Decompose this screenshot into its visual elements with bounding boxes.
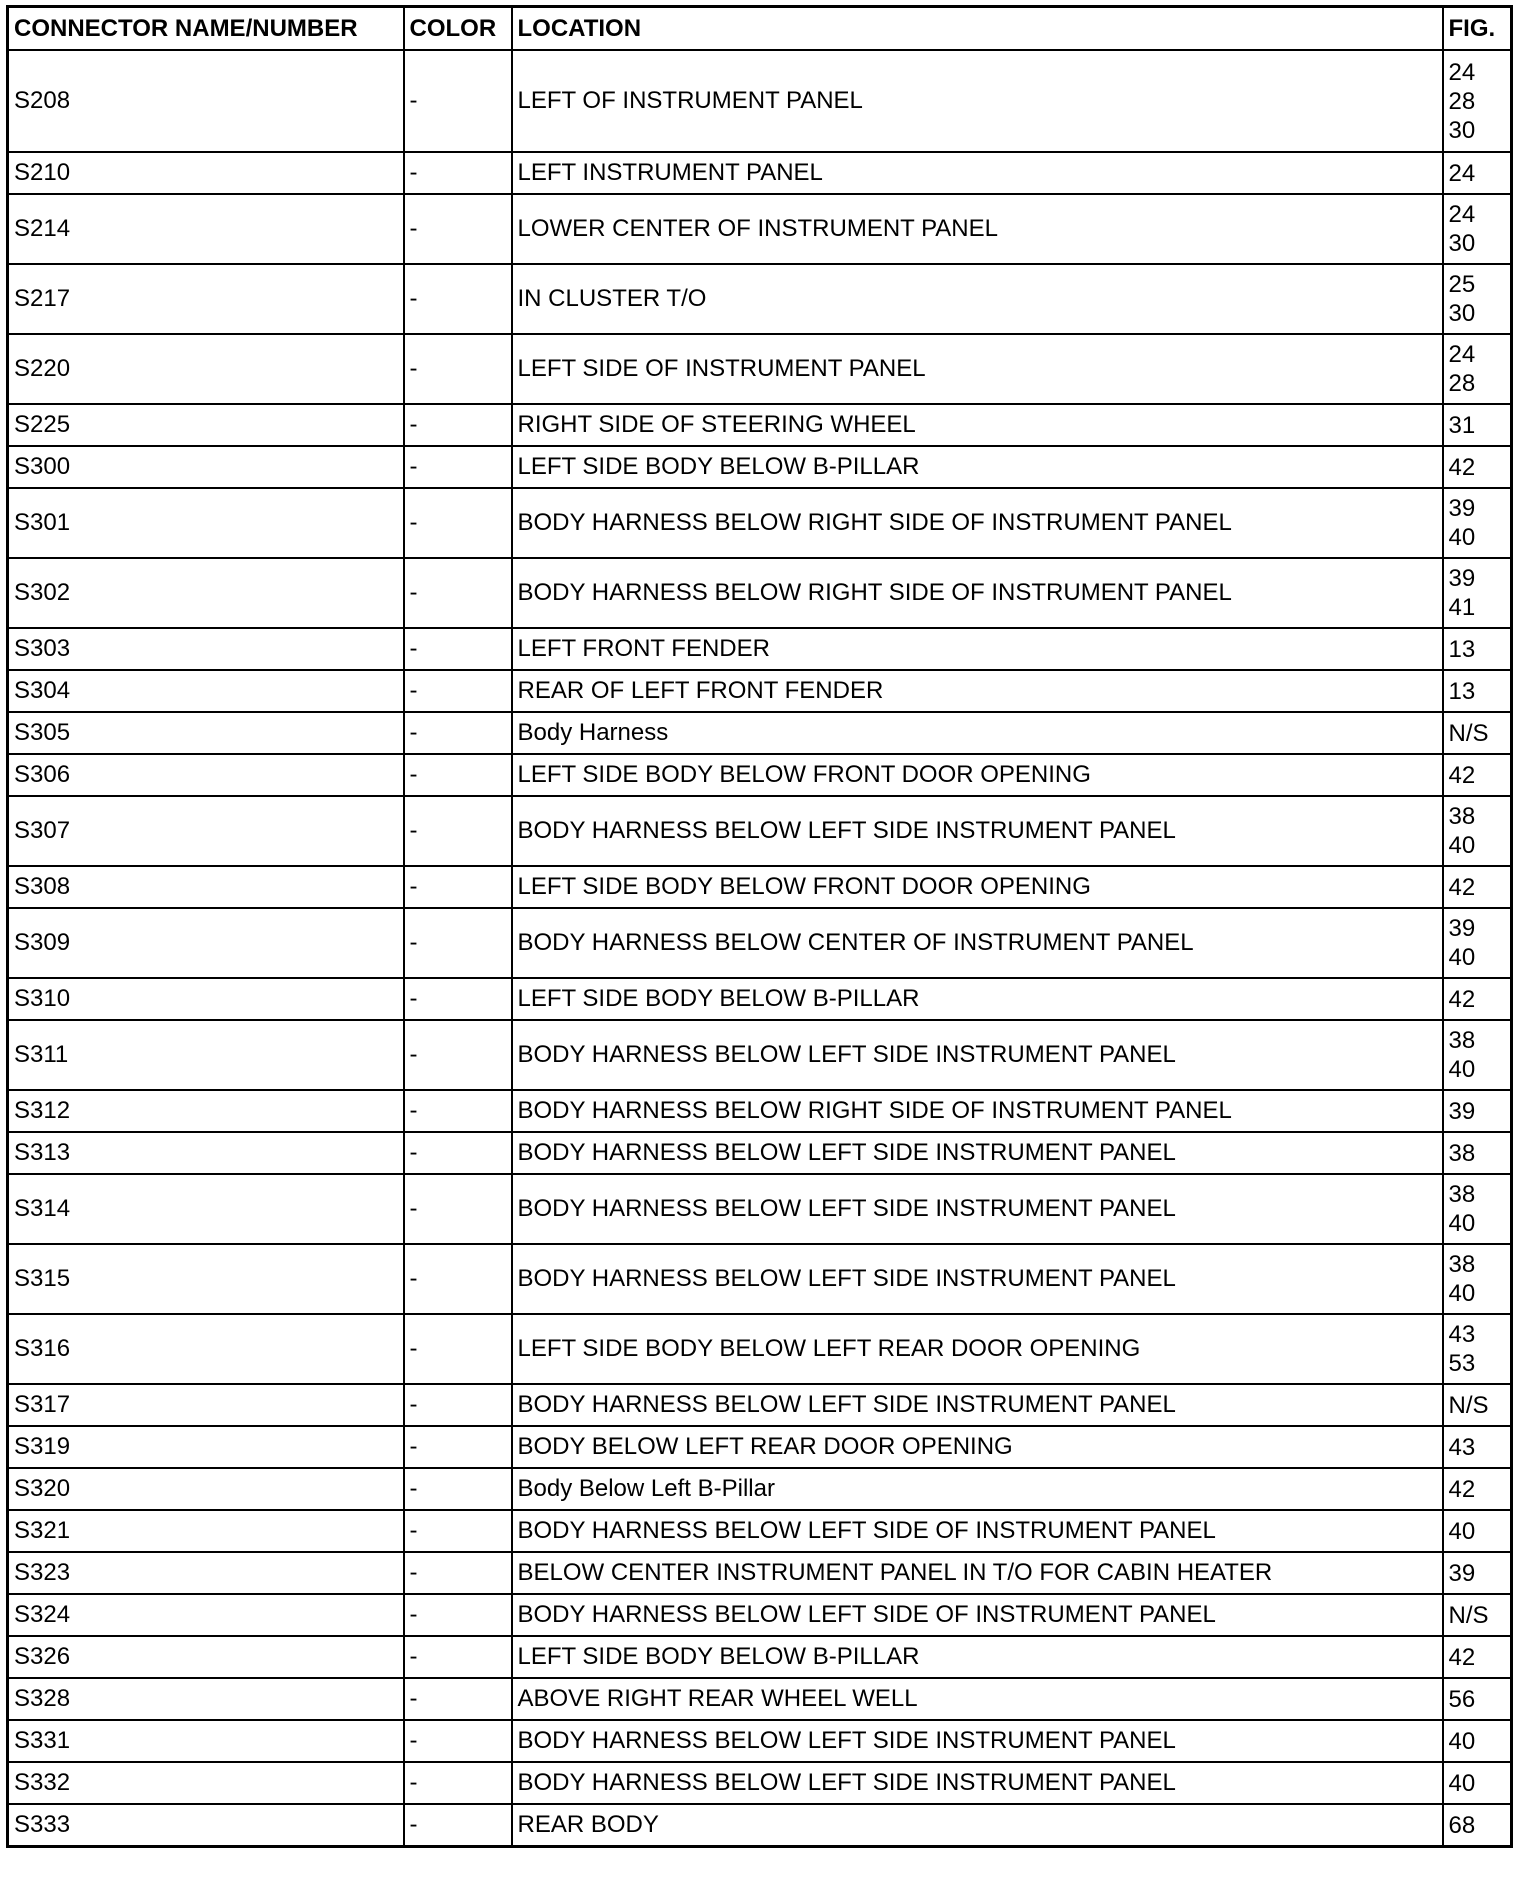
fig-number: 30 [1448, 230, 1476, 257]
fig-number: 40 [1448, 1769, 1476, 1797]
table-row [8, 1244, 1512, 1314]
fig-number: 30 [1448, 116, 1476, 144]
connector-name-cell: S319 [8, 1426, 404, 1468]
color-cell: - [404, 1720, 512, 1762]
table-row [8, 866, 1512, 908]
connector-name-cell: S301 [8, 488, 404, 558]
color-cell: - [404, 446, 512, 488]
connector-name-cell: S225 [8, 404, 404, 446]
fig-cell [1443, 1678, 1512, 1720]
connector-name-cell: S316 [8, 1314, 404, 1384]
fig-cell [1443, 796, 1512, 866]
fig-number: N/S [1448, 719, 1489, 747]
color-cell: - [404, 1314, 512, 1384]
fig-number: 38 [1448, 803, 1476, 830]
table-row [8, 1636, 1512, 1678]
fig-cell [1443, 558, 1512, 628]
location-cell: BODY HARNESS BELOW LEFT SIDE OF INSTRUMENT PANEL [512, 1510, 1443, 1552]
connector-name-cell: S320 [8, 1468, 404, 1510]
fig-cell [1443, 1594, 1512, 1636]
location-cell: BODY HARNESS BELOW LEFT SIDE INSTRUMENT PANEL [512, 1174, 1443, 1244]
color-cell: - [404, 488, 512, 558]
location-cell: LEFT SIDE BODY BELOW FRONT DOOR OPENING [512, 754, 1443, 796]
location-cell: LEFT FRONT FENDER [512, 628, 1443, 670]
fig-cell [1443, 194, 1512, 264]
location-cell: LEFT SIDE BODY BELOW B-PILLAR [512, 1636, 1443, 1678]
connector-name-cell: S331 [8, 1720, 404, 1762]
fig-number: 42 [1448, 761, 1476, 789]
color-cell: - [404, 1020, 512, 1090]
table-row [8, 1132, 1512, 1174]
fig-number: 42 [1448, 985, 1476, 1013]
fig-number: 25 [1448, 271, 1476, 298]
fig-number: 42 [1448, 873, 1476, 901]
fig-cell [1443, 334, 1512, 404]
fig-number: 53 [1448, 1350, 1476, 1377]
table-body [8, 50, 1512, 1847]
fig-number: 41 [1448, 594, 1476, 621]
color-cell: - [404, 712, 512, 754]
connector-name-cell: S312 [8, 1090, 404, 1132]
color-cell: - [404, 1132, 512, 1174]
color-cell: - [404, 908, 512, 978]
color-cell: - [404, 754, 512, 796]
table-row [8, 1720, 1512, 1762]
table-row [8, 1678, 1512, 1720]
color-cell: - [404, 152, 512, 194]
color-cell: - [404, 1594, 512, 1636]
connector-name-cell: S328 [8, 1678, 404, 1720]
color-cell: - [404, 1244, 512, 1314]
location-cell: LOWER CENTER OF INSTRUMENT PANEL [512, 194, 1443, 264]
location-cell: Body Below Left B-Pillar [512, 1468, 1443, 1510]
connector-name-cell: S305 [8, 712, 404, 754]
color-cell: - [404, 558, 512, 628]
location-cell: LEFT SIDE BODY BELOW B-PILLAR [512, 446, 1443, 488]
fig-cell [1443, 866, 1512, 908]
fig-cell [1443, 152, 1512, 194]
table-row [8, 334, 1512, 404]
fig-number: 42 [1448, 1475, 1476, 1503]
header-color: COLOR [404, 7, 512, 51]
location-cell: BODY HARNESS BELOW LEFT SIDE INSTRUMENT PANEL [512, 1762, 1443, 1804]
location-cell: LEFT SIDE BODY BELOW B-PILLAR [512, 978, 1443, 1020]
fig-cell [1443, 488, 1512, 558]
fig-number: 43 [1448, 1321, 1476, 1348]
fig-cell [1443, 754, 1512, 796]
location-cell: BODY HARNESS BELOW LEFT SIDE INSTRUMENT PANEL [512, 1384, 1443, 1426]
fig-cell [1443, 1244, 1512, 1314]
color-cell: - [404, 1510, 512, 1552]
fig-number: 40 [1448, 832, 1476, 859]
fig-number: 38 [1448, 1027, 1476, 1054]
connector-name-cell: S332 [8, 1762, 404, 1804]
table-row [8, 558, 1512, 628]
location-cell: BODY HARNESS BELOW RIGHT SIDE OF INSTRUMENT PANEL [512, 558, 1443, 628]
table-row [8, 1468, 1512, 1510]
fig-cell [1443, 404, 1512, 446]
fig-number: 39 [1448, 1097, 1476, 1125]
connector-name-cell: S302 [8, 558, 404, 628]
fig-number: 40 [1448, 1210, 1476, 1237]
table-row [8, 1762, 1512, 1804]
connector-name-cell: S220 [8, 334, 404, 404]
fig-number: 28 [1448, 370, 1476, 397]
fig-cell [1443, 446, 1512, 488]
color-cell: - [404, 866, 512, 908]
color-cell: - [404, 1174, 512, 1244]
table-row [8, 1020, 1512, 1090]
fig-cell [1443, 1510, 1512, 1552]
color-cell: - [404, 50, 512, 152]
fig-number: 42 [1448, 1643, 1476, 1671]
fig-cell [1443, 628, 1512, 670]
table-row [8, 978, 1512, 1020]
connector-name-cell: S214 [8, 194, 404, 264]
color-cell: - [404, 628, 512, 670]
fig-cell [1443, 908, 1512, 978]
location-cell: BODY HARNESS BELOW LEFT SIDE INSTRUMENT PANEL [512, 796, 1443, 866]
color-cell: - [404, 1762, 512, 1804]
fig-cell [1443, 1468, 1512, 1510]
fig-number: 40 [1448, 1280, 1476, 1307]
color-cell: - [404, 1468, 512, 1510]
fig-cell [1443, 712, 1512, 754]
connector-name-cell: S300 [8, 446, 404, 488]
location-cell: LEFT SIDE BODY BELOW LEFT REAR DOOR OPENING [512, 1314, 1443, 1384]
table-row [8, 1426, 1512, 1468]
color-cell: - [404, 1090, 512, 1132]
fig-cell [1443, 978, 1512, 1020]
color-cell: - [404, 796, 512, 866]
fig-cell [1443, 264, 1512, 334]
fig-number: 30 [1448, 300, 1476, 327]
table-row [8, 1090, 1512, 1132]
location-cell: LEFT INSTRUMENT PANEL [512, 152, 1443, 194]
connector-name-cell: S308 [8, 866, 404, 908]
fig-number: 24 [1448, 341, 1476, 368]
fig-number: 38 [1448, 1251, 1476, 1278]
fig-number: 39 [1448, 495, 1476, 522]
location-cell: LEFT OF INSTRUMENT PANEL [512, 50, 1443, 152]
location-cell: BODY HARNESS BELOW RIGHT SIDE OF INSTRUMENT PANEL [512, 1090, 1443, 1132]
connector-name-cell: S314 [8, 1174, 404, 1244]
table-row [8, 488, 1512, 558]
location-cell: BODY HARNESS BELOW LEFT SIDE INSTRUMENT PANEL [512, 1132, 1443, 1174]
header-row [8, 7, 1512, 51]
fig-cell [1443, 1762, 1512, 1804]
fig-number: 39 [1448, 915, 1476, 942]
connector-name-cell: S310 [8, 978, 404, 1020]
location-cell: LEFT SIDE OF INSTRUMENT PANEL [512, 334, 1443, 404]
fig-number: 39 [1448, 1559, 1476, 1587]
fig-number: 68 [1448, 1811, 1476, 1839]
color-cell: - [404, 264, 512, 334]
table-row [8, 1594, 1512, 1636]
location-cell: BODY HARNESS BELOW CENTER OF INSTRUMENT PANEL [512, 908, 1443, 978]
fig-cell [1443, 1314, 1512, 1384]
connector-name-cell: S303 [8, 628, 404, 670]
color-cell: - [404, 978, 512, 1020]
fig-number: N/S [1448, 1601, 1489, 1629]
connector-table [6, 5, 1513, 1848]
color-cell: - [404, 1678, 512, 1720]
color-cell: - [404, 670, 512, 712]
fig-number: 38 [1448, 1181, 1476, 1208]
connector-name-cell: S208 [8, 50, 404, 152]
header-fig: FIG. [1443, 7, 1512, 51]
connector-name-cell: S315 [8, 1244, 404, 1314]
fig-number: 24 [1448, 159, 1476, 187]
location-cell: LEFT SIDE BODY BELOW FRONT DOOR OPENING [512, 866, 1443, 908]
fig-number: 39 [1448, 565, 1476, 592]
fig-number: 31 [1448, 411, 1476, 439]
table-row [8, 194, 1512, 264]
fig-number: 24 [1448, 201, 1476, 228]
table-row [8, 446, 1512, 488]
color-cell: - [404, 194, 512, 264]
table-row [8, 1804, 1512, 1847]
location-cell: REAR OF LEFT FRONT FENDER [512, 670, 1443, 712]
table-row [8, 50, 1512, 152]
table-row [8, 404, 1512, 446]
table-row [8, 670, 1512, 712]
connector-name-cell: S210 [8, 152, 404, 194]
fig-cell [1443, 1804, 1512, 1847]
table-row [8, 1510, 1512, 1552]
table-row [8, 1552, 1512, 1594]
connector-name-cell: S333 [8, 1804, 404, 1847]
fig-cell [1443, 1132, 1512, 1174]
fig-number: 13 [1448, 677, 1476, 705]
fig-number: 56 [1448, 1685, 1476, 1713]
location-cell: ABOVE RIGHT REAR WHEEL WELL [512, 1678, 1443, 1720]
connector-name-cell: S313 [8, 1132, 404, 1174]
fig-number: 42 [1448, 453, 1476, 481]
fig-number: 40 [1448, 1056, 1476, 1083]
connector-name-cell: S321 [8, 1510, 404, 1552]
table-row [8, 908, 1512, 978]
fig-cell [1443, 1552, 1512, 1594]
location-cell: IN CLUSTER T/O [512, 264, 1443, 334]
table-row [8, 264, 1512, 334]
color-cell: - [404, 1552, 512, 1594]
fig-number: 40 [1448, 1727, 1476, 1755]
fig-number: N/S [1448, 1391, 1489, 1419]
connector-name-cell: S304 [8, 670, 404, 712]
fig-cell [1443, 1720, 1512, 1762]
location-cell: BELOW CENTER INSTRUMENT PANEL IN T/O FOR CABIN HEATER [512, 1552, 1443, 1594]
connector-name-cell: S306 [8, 754, 404, 796]
color-cell: - [404, 1426, 512, 1468]
location-cell: BODY HARNESS BELOW LEFT SIDE INSTRUMENT PANEL [512, 1244, 1443, 1314]
location-cell: Body Harness [512, 712, 1443, 754]
connector-name-cell: S324 [8, 1594, 404, 1636]
fig-number: 40 [1448, 944, 1476, 971]
connector-name-cell: S323 [8, 1552, 404, 1594]
fig-cell [1443, 1090, 1512, 1132]
fig-number: 40 [1448, 1517, 1476, 1545]
color-cell: - [404, 1804, 512, 1847]
fig-cell [1443, 670, 1512, 712]
fig-number: 24 [1448, 58, 1476, 86]
fig-cell [1443, 50, 1512, 152]
table-row [8, 1314, 1512, 1384]
color-cell: - [404, 1636, 512, 1678]
location-cell: BODY HARNESS BELOW LEFT SIDE INSTRUMENT PANEL [512, 1020, 1443, 1090]
fig-cell [1443, 1384, 1512, 1426]
connector-name-cell: S311 [8, 1020, 404, 1090]
header-connector-name: CONNECTOR NAME/NUMBER [8, 7, 404, 51]
connector-name-cell: S326 [8, 1636, 404, 1678]
fig-cell [1443, 1174, 1512, 1244]
location-cell: RIGHT SIDE OF STEERING WHEEL [512, 404, 1443, 446]
location-cell: BODY BELOW LEFT REAR DOOR OPENING [512, 1426, 1443, 1468]
location-cell: REAR BODY [512, 1804, 1443, 1847]
color-cell: - [404, 1384, 512, 1426]
color-cell: - [404, 404, 512, 446]
table-row [8, 152, 1512, 194]
connector-name-cell: S309 [8, 908, 404, 978]
table-row [8, 1174, 1512, 1244]
fig-number: 38 [1448, 1139, 1476, 1167]
fig-number: 13 [1448, 635, 1476, 663]
header-location: LOCATION [512, 7, 1443, 51]
fig-cell [1443, 1020, 1512, 1090]
fig-number: 40 [1448, 524, 1476, 551]
table-row [8, 628, 1512, 670]
fig-cell [1443, 1426, 1512, 1468]
fig-number: 28 [1448, 87, 1476, 115]
table-row [8, 1384, 1512, 1426]
fig-cell [1443, 1636, 1512, 1678]
connector-name-cell: S307 [8, 796, 404, 866]
table-row [8, 754, 1512, 796]
location-cell: BODY HARNESS BELOW RIGHT SIDE OF INSTRUMENT PANEL [512, 488, 1443, 558]
connector-name-cell: S317 [8, 1384, 404, 1426]
connector-name-cell: S217 [8, 264, 404, 334]
color-cell: - [404, 334, 512, 404]
location-cell: BODY HARNESS BELOW LEFT SIDE OF INSTRUMENT PANEL [512, 1594, 1443, 1636]
table-row [8, 712, 1512, 754]
table-row [8, 796, 1512, 866]
location-cell: BODY HARNESS BELOW LEFT SIDE INSTRUMENT PANEL [512, 1720, 1443, 1762]
fig-number: 43 [1448, 1433, 1476, 1461]
